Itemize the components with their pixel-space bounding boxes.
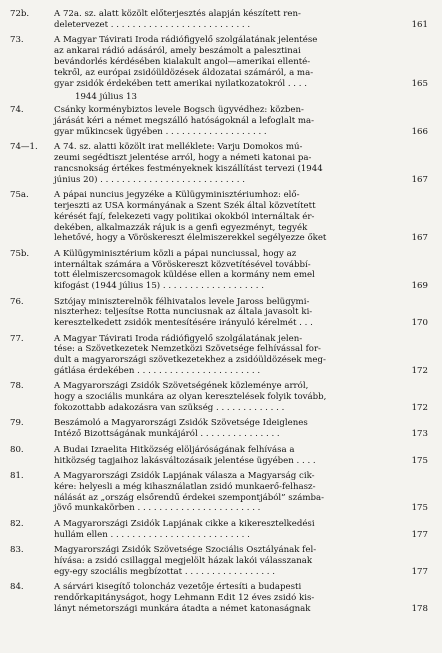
entry-line: lányt németországi munkára átadta a német katonaságnak <box>54 603 311 614</box>
entry-line: A Magyarországi Zsidók Lapjának cikke a kikeresztelkedési <box>54 518 315 529</box>
list-item <box>10 582 428 615</box>
entry-line: gátlása érdekében . . . . . . . . . . . . . . . . . . . . . . . <box>54 366 261 377</box>
entry-number: 80. <box>10 444 24 455</box>
entry-text <box>54 381 406 414</box>
page-number: 172 <box>411 366 428 377</box>
entry-line: dult a magyarországi szövetkezetekhez a zsidóüldözések meg- <box>54 355 326 366</box>
entry-line: A sárvári kisegítő toloncház vezetője értesíti a budapesti <box>54 581 302 592</box>
entry-line: kére: helyesli a még kihasználatlan zsidó munkaerő-felhasz- <box>54 481 316 492</box>
entry-text <box>54 105 406 138</box>
entry-line: A Magyar Távirati Iroda rádiófigyelő szolgálatának jelen- <box>54 333 303 344</box>
page-number: 165 <box>411 78 428 89</box>
list-item <box>10 35 428 90</box>
entry-line: gyar műkincsek ügyében . . . . . . . . . . . . . . . . . . . <box>54 126 267 137</box>
entry-text <box>54 35 406 90</box>
list-item <box>10 545 428 578</box>
entry-line: keresztelkedett zsidók mentesítésére irányuló kérelmét . . . <box>54 318 313 329</box>
entry-line: niszterhez: teljesítse Rotta nunciusnak az általa javasolt ki- <box>54 307 313 318</box>
entry-line: terjeszti az USA kormányának a Szent Szék által közvetített <box>54 200 316 211</box>
entry-line: Csánky korménybiztos levele Bogsch ügyvédhez: közben- <box>54 104 304 115</box>
entry-line: bevándorlés kérdésében kialakult angol—amerikai ellenté- <box>54 56 311 67</box>
entry-line: június 20) . . . . . . . . . . . . . . . . . . . . . . . . . . . <box>54 174 245 185</box>
list-item <box>10 142 428 186</box>
entry-number: 81. <box>10 470 24 481</box>
page-number: 175 <box>411 503 428 514</box>
entry-text <box>54 190 406 245</box>
entry-number: 76. <box>10 296 24 307</box>
entry-line: hullám ellen . . . . . . . . . . . . . . . . . . . . . . . . . . <box>54 529 250 540</box>
entry-number: 84. <box>10 581 24 592</box>
page-number: 161 <box>411 19 428 30</box>
entry-line: tekről, az európai zsidóüldözések áldozatai számáról, a ma- <box>54 67 314 78</box>
entry-text <box>54 142 406 186</box>
page-number: 172 <box>411 403 428 414</box>
entry-number: 78. <box>10 381 24 392</box>
entry-line: hívása: a zsidó csillaggal megjelölt házak lakói válasszanak <box>54 555 313 566</box>
list-item <box>10 105 428 138</box>
list-item <box>10 297 428 330</box>
entry-line: nálását az „ország elsőrendű érdekei szempontjából” számba- <box>54 492 325 503</box>
entry-line: deletervezet . . . . . . . . . . . . . . . . . . . . . . . . . . <box>54 19 251 30</box>
entry-text <box>54 445 406 467</box>
entry-number: 74. <box>10 104 24 115</box>
entry-line: kifogást (1944 július 15) . . . . . . . . . . . . . . . . . . . <box>54 281 264 292</box>
list-item <box>10 418 428 440</box>
entry-line: egy-egy szociális megbízottat . . . . . . . . . . . . . . . . . <box>54 566 276 577</box>
entry-line: gyar zsidók érdekében tett amerikai nyilatkozatokról . . . . <box>54 78 307 89</box>
page-number: 175 <box>411 455 428 466</box>
entry-line: fokozottabb adakozásra van szükség . . . . . . . . . . . . . <box>54 403 285 414</box>
page-number: 167 <box>411 174 428 185</box>
page-number: 170 <box>411 318 428 329</box>
entry-line: lehetővé, hogy a Vöröskereszt élelmiszerekkel segélyezze őket <box>54 233 327 244</box>
entry-line: A Magyar Távirati Iroda rádiófigyelő szolgálatának jelentése <box>54 35 318 46</box>
page-number: 177 <box>411 566 428 577</box>
entry-line: A Magyarországi Zsidók Szövetségének közleménye arról, <box>54 381 309 392</box>
list-item <box>10 249 428 293</box>
list-item <box>10 471 428 515</box>
entry-number: 74—1. <box>10 141 38 152</box>
entry-text <box>54 9 406 31</box>
entry-line: dekében, alkalmazzák rájuk is a genfi egyezményt, tegyék <box>54 222 308 233</box>
page-number: 169 <box>411 281 428 292</box>
entry-text <box>54 249 406 293</box>
entry-line: zeumi segédtiszt jelentése arról, hogy a németi katonai pa- <box>54 152 312 163</box>
list-item <box>10 9 428 31</box>
entry-number: 79. <box>10 418 24 429</box>
entry-line: tott élelmiszercsomagok küldése ellen a kormány nem emel <box>54 270 315 281</box>
entry-text <box>54 582 406 615</box>
entry-line: Intéző Bizottságának munkájáról . . . . . . . . . . . . . . . <box>54 429 280 440</box>
entry-line: kérését fají, felekezeti vagy politikai okokból internáltak ér- <box>54 211 315 222</box>
page-number: 177 <box>411 529 428 540</box>
entry-line: internáltak számára a Vöröskereszt közvetítésével továbbí- <box>54 259 311 270</box>
entry-line: tése: a Szövetkezetek Nemzetközi Szövetsége felhívással for- <box>54 344 321 355</box>
list-item <box>10 519 428 541</box>
entry-number: 75b. <box>10 248 30 259</box>
entry-line: A 74. sz. alatti közölt irat melléklete: Varju Domokos mú- <box>54 141 303 152</box>
entry-text <box>54 545 406 578</box>
entry-line: A pápai nuncius jegyzéke a Külügyminisztériumhoz: elő- <box>54 189 300 200</box>
entry-line: rancsnokság értékes festményeknek kiszállítást tervezi (1944 <box>54 163 323 174</box>
entry-line: Beszámoló a Magyarországi Zsidók Szövetsége Ideiglenes <box>54 418 308 429</box>
page-number: 173 <box>411 429 428 440</box>
entry-line: járását kéri a német megszálló hatóságoknál a lefoglalt ma- <box>54 115 315 126</box>
entry-number: 75a. <box>10 189 29 200</box>
entry-number: 77. <box>10 333 24 344</box>
list-item <box>10 445 428 467</box>
entry-text <box>54 519 406 541</box>
entry-line: jövő munkakörben . . . . . . . . . . . . . . . . . . . . . . . <box>54 503 261 514</box>
entry-line: rendőrkapitányságot, hogy Lehmann Edit 12 éves zsidó kis- <box>54 592 315 603</box>
section-date-heading: 1944 július 13 <box>75 91 137 102</box>
entry-text <box>54 297 406 330</box>
list-item <box>10 334 428 378</box>
entry-line: Sztójay miniszterelnök félhivatalos levele Jaross belügymi- <box>54 296 310 307</box>
entry-number: 73. <box>10 35 24 46</box>
entry-line: A Magyarországi Zsidók Lapjának válasza a Magyarság cik- <box>54 470 315 481</box>
entry-line: az ankarai rádió adásáról, amely beszámolt a palesztinai <box>54 46 301 57</box>
page-number: 167 <box>411 233 428 244</box>
entry-line: A 72a. sz. alatt közölt előterjesztés alapján készített ren- <box>54 9 301 19</box>
entry-line: A Budai Izraelita Hitközség elöljáróságának felhívása a <box>54 444 295 455</box>
page-number: 178 <box>411 603 428 614</box>
list-item <box>10 381 428 414</box>
page-number: 166 <box>411 126 428 137</box>
entry-line: hitközség tagjaihoz lakásváltozásaik jelentése ügyében . . . . <box>54 455 316 466</box>
entry-number: 72b. <box>10 9 30 19</box>
entry-line: A Külügyminisztérium közli a pápai nunciussal, hogy az <box>54 248 297 259</box>
entry-text <box>54 418 406 440</box>
list-item <box>10 190 428 245</box>
entry-text <box>54 471 406 515</box>
entry-line: hogy a szociális munkára az olyan keresztelések folyik tovább, <box>54 392 327 403</box>
entry-number: 82. <box>10 518 24 529</box>
entry-text <box>54 334 406 378</box>
entry-number: 83. <box>10 544 24 555</box>
entry-line: Magyarországi Zsidók Szövetsége Szociális Osztályának fel- <box>54 544 317 555</box>
